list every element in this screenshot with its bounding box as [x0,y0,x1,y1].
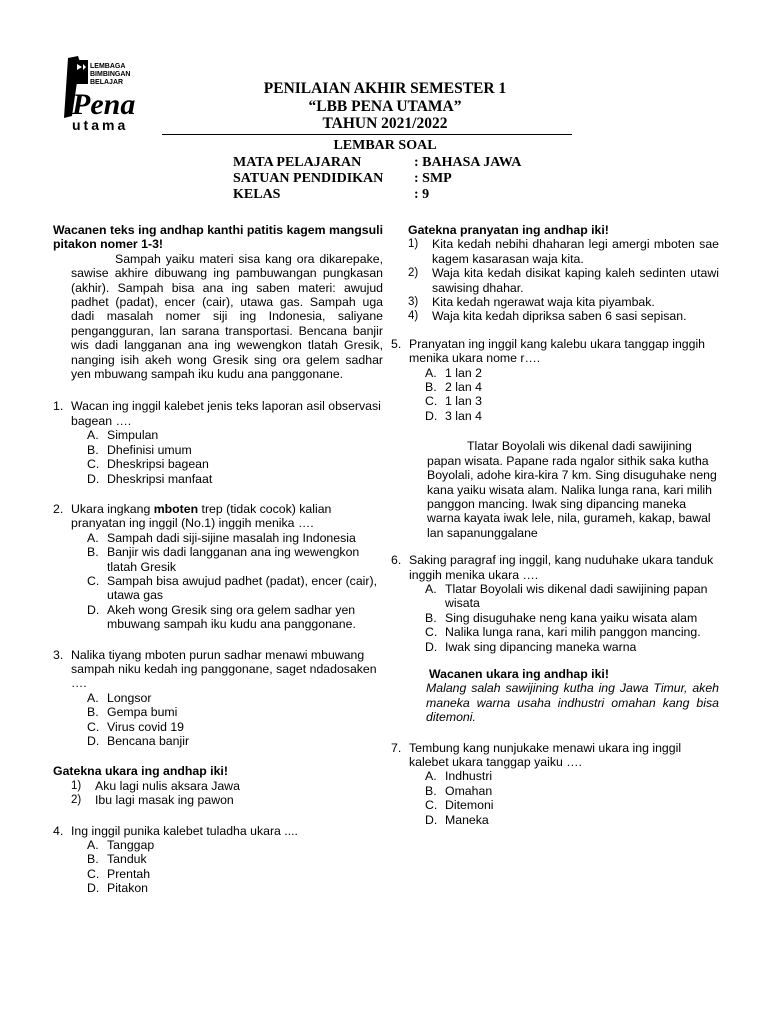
header-divider [162,134,572,135]
option-text: Tanggap [107,838,155,853]
option-text: Indhustri [445,769,493,784]
sentence-item [71,793,383,807]
question-number: 3. [53,647,64,662]
meta-class [233,186,429,203]
statement-item [408,237,719,266]
logo-graphic [58,56,156,134]
option-text: Pitakon [107,881,149,896]
academic-year: TAHUN 2021/2022 [322,115,448,132]
question-text: Tembung kang nunjukake menawi ukara ing inggil kalebet ukara tanggap yaiku …. [409,740,682,769]
option-letter: D. [425,408,438,423]
question-text-part: Ukara ingkang [71,501,154,516]
meta-label: KELAS [233,187,281,202]
option-text: Nalika lunga rana, kari milih panggon mancing. [445,625,701,640]
question-text: Saking paragraf ing inggil, kang nuduhake ukara tanduk inggih menika ukara …. [409,553,714,582]
option-text: 1 lan 2 [445,365,482,380]
option-text: Bencana banjir [107,734,190,748]
option-c[interactable] [87,574,383,603]
option-letter: A. [425,769,437,784]
reading-passage-2: Tlatar Boyolali wis dikenal dadi sawijining papan wisata. Papane rada ngalor sithik saka kutha Boyolali, adohe kira-kira 7 km. Sing disuguhake neng kana yaiku wisata alam. Nalika lunga rana, kari milih panggon mancing. Iwak sing dipancing maneka warna kayata iwak lele, nila, gurameh, kakap, bawal lan sapanunggalane [427,439,717,540]
question-1 [53,399,383,428]
question-number: 7. [391,740,402,755]
option-text: Simpulan [107,428,159,443]
option-a[interactable] [87,531,383,545]
question-number: 4. [53,823,64,838]
option-a[interactable] [425,769,719,783]
option-letter: D. [425,639,438,654]
option-c[interactable] [425,394,719,408]
option-letter: D. [87,734,100,748]
question-text: Nalika tiyang mboten purun sadhar menawi mbuwang sampah niku kedah ing panggonane, saget ndadosaken …. [71,647,377,691]
statement-item [408,295,719,309]
question-2 [53,502,383,531]
statement-item [408,309,719,323]
option-letter: B. [425,610,437,625]
sentence-item [71,779,383,793]
reading-passage-1: Sampah yaiku materi sisa kang ora dikarepake, sawise akhire dibuwang ing pambuwangan pungkasan (akhir). Sampah bisa ana ing saben materi: awujud padhet (padat), encer (cair), utawa gas. Sampah uga dadi masalah nomer siji ing Indonesia, saliyane pengangguran, lan sarana transportasi. Bencana banjir wis dadi langganan ana ing wewengkon tlatah Gresik, nanging isih akeh wong Gresik sing ora gelem sadhar yen mbuwang sampah iku kudu ana panggonane. [71,251,383,382]
option-letter: B. [87,705,99,720]
option-letter: A. [425,365,437,380]
option-b[interactable] [425,380,719,394]
option-c[interactable] [87,457,383,471]
item-text: Ibu lagi masak ing pawon [95,793,234,808]
option-letter: A. [425,581,437,596]
option-a[interactable] [87,691,383,705]
question-text: Ing inggil punika kalebet tuladha ukara .... [71,823,298,838]
option-text: Prentah [107,866,151,881]
example-sentences [71,779,383,808]
question-text-emphasis: mboten [153,501,199,516]
option-text: Dheskripsi bagean [107,457,209,472]
italic-sentence: Malang salah sawijining kutha ing Jawa Timur, akeh maneka warna usaha indhustri omahan kang bisa ditemoni. [426,681,719,725]
meta-value: : BAHASA JAWA [414,155,522,170]
logo-text-bimbingan: BIMBINGAN [90,71,131,78]
option-a[interactable] [425,582,719,611]
logo-text-pena: Pena [72,88,136,121]
item-number: 2) [71,794,82,807]
logo-text-utama: utama [72,117,129,133]
option-d[interactable] [87,734,383,748]
option-text: Dhefinisi umum [107,442,192,457]
option-letter: C. [425,798,438,813]
question-5 [391,337,719,366]
option-d[interactable] [425,409,719,423]
option-b[interactable] [425,611,719,625]
option-b[interactable] [87,545,383,574]
option-text: Banjir wis dadi langganan ana ing wewengkon tlatah Gresik [107,545,360,574]
instruction-1: Wacanen teks ing andhap kanthi patitis kagem mangsuli pitakon nomer 1-3! [53,223,383,252]
question-4-options [87,838,383,896]
option-letter: A. [87,838,99,853]
meta-label: MATA PELAJARAN [233,155,362,170]
meta-value: : 9 [414,187,430,202]
question-6-options [425,582,719,654]
option-letter: A. [87,690,99,705]
option-d[interactable] [87,881,383,895]
option-c[interactable] [425,625,719,639]
option-text: Tlatar Boyolali wis dikenal dadi sawijining papan wisata [445,581,708,611]
lbb-pena-utama-logo [58,56,156,134]
question-2-options [87,531,383,632]
option-letter: C. [87,457,100,472]
option-letter: B. [425,380,437,395]
logo-text-belajar: BELAJAR [90,79,124,86]
institution-title: “LBB PENA UTAMA” [308,98,462,115]
question-text: Wacan ing inggil kalebet jenis teks laporan asil observasi bagean …. [71,399,381,428]
option-c[interactable] [87,867,383,881]
option-text: 1 lan 3 [445,394,482,409]
item-number: 2) [408,267,419,280]
option-text: Sing disuguhake neng kana yaiku wisata alam [445,610,698,625]
option-letter: A. [87,428,99,443]
option-text: Sampah dadi siji-sijine masalah ing Indonesia [107,530,356,545]
option-text: Sampah bisa awujud padhet (padat), encer (cair), utawa gas [107,573,377,603]
option-letter: B. [425,783,437,798]
statement-item [408,266,719,295]
option-letter: C. [87,573,100,588]
option-d[interactable] [425,813,719,827]
question-7 [391,741,719,770]
meta-education-unit [233,170,452,187]
sheet-label: LEMBAR SOAL [333,138,437,153]
item-text: Kita kedah ngerawat waja kita piyambak. [432,295,655,310]
option-a[interactable] [87,838,383,852]
option-text: Akeh wong Gresik sing ora gelem sadhar yen mbuwang sampah iku kudu ana panggonane. [107,602,356,632]
item-number: 1) [71,779,82,792]
question-number: 6. [391,553,402,568]
option-letter: C. [425,625,438,640]
meta-subject [233,154,521,171]
option-d[interactable] [87,472,383,486]
meta-label: SATUAN PENDIDIKAN [233,171,384,186]
option-letter: D. [87,602,100,617]
item-number: 4) [408,310,419,323]
option-text: 2 lan 4 [445,380,482,395]
option-letter: C. [425,394,438,409]
left-column [53,223,383,896]
item-text: Aku lagi nulis aksara Jawa [95,778,240,793]
item-text: Waja kita kedah disikat kaping kaleh sedinten utawi sawising dhahar. [432,266,719,295]
logo-text-lembaga: LEMBAGA [90,63,126,70]
option-c[interactable] [425,798,719,812]
question-3 [53,648,383,691]
option-letter: C. [87,866,100,881]
option-a[interactable] [87,428,383,442]
option-letter: D. [87,471,100,486]
option-text: 3 lan 4 [445,408,482,423]
option-text: Dheskripsi manfaat [107,471,213,486]
question-text [71,502,383,531]
option-text: Longsor [107,690,152,705]
option-d[interactable] [425,640,719,654]
option-letter: C. [87,719,100,734]
option-letter: D. [87,881,100,896]
question-number: 2. [53,501,64,516]
question-1-options [87,428,383,486]
option-text: Omahan [445,783,493,798]
option-d[interactable] [87,603,383,632]
statements-list [408,237,719,323]
option-b[interactable] [425,784,719,798]
option-text: Gempa bumi [107,705,178,720]
option-letter: D. [425,812,438,827]
option-c[interactable] [87,720,383,734]
question-number: 5. [391,336,402,351]
question-3-options [87,691,383,749]
question-number: 1. [53,399,64,414]
option-letter: A. [87,530,99,545]
item-number: 3) [408,296,419,309]
question-5-options [425,366,719,424]
option-b[interactable] [87,443,383,457]
option-text: Tanduk [107,852,147,867]
option-a[interactable] [425,366,719,380]
item-text: Waja kita kedah dipriksa saben 6 sasi sepisan. [432,309,687,324]
option-letter: B. [87,852,99,867]
instruction-4: Wacanen ukara ing andhap iki! [429,666,609,681]
option-b[interactable] [87,705,383,719]
exam-title: PENILAIAN AKHIR SEMESTER 1 [263,80,507,97]
instruction-3: Gatekna pranyatan ing andhap iki! [408,223,609,237]
meta-value: : SMP [414,171,452,186]
option-letter: B. [87,545,99,560]
item-number: 1) [408,238,419,251]
option-text: Virus covid 19 [107,719,185,734]
question-6 [391,553,719,582]
option-b[interactable] [87,852,383,866]
question-7-options [425,769,719,827]
question-text-part: trep (tidak cocok) kalian pranyatan ing inggil (No.1) inggih menika …. [71,501,332,531]
option-letter: B. [87,442,99,457]
item-text: Kita kedah nebihi dhaharan legi amergi mboten sae kagem kasarasan waja kita. [432,237,719,266]
instruction-2: Gatekna ukara ing andhap iki! [53,764,228,779]
option-text: Iwak sing dipancing maneka warna [445,639,637,654]
question-text: Pranyatan ing inggil kang kalebu ukara tanggap inggih menika ukara nome r…. [409,336,706,366]
question-4 [53,824,383,838]
right-column [391,223,719,827]
option-text: Maneka [445,812,489,827]
option-text: Ditemoni [445,798,494,813]
